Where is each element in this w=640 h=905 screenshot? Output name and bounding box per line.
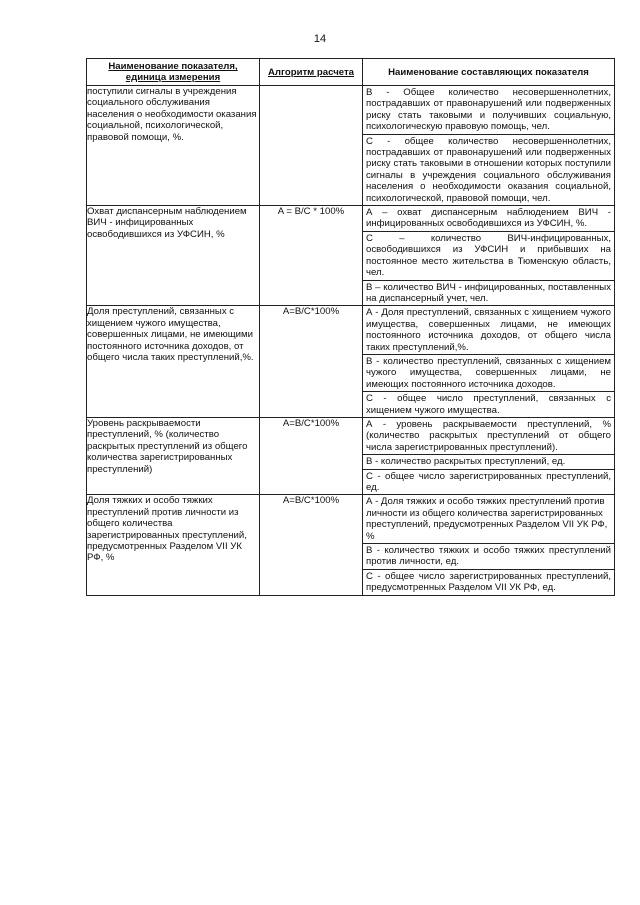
component-item: А – охват диспансерным наблюдением ВИЧ - инфицированных освободившихся из УФСИН, %. — [363, 206, 614, 232]
indicator-name: Доля преступлений, связанных с хищением чужого имущества, совершенных лицами, не имеющими постоянного источника доходов, от общего числа таких преступлений,%. — [87, 306, 260, 418]
indicator-name: Охват диспансерным наблюдением ВИЧ - инфицированных освободившихся из УФСИН, % — [87, 206, 260, 306]
indicator-formula: A = B/C * 100% — [260, 206, 363, 306]
header-components: Наименование составляющих показателя — [363, 59, 615, 86]
page-number: 14 — [313, 33, 327, 45]
component-item: В - количество тяжких и особо тяжких преступлений против личности, ед. — [363, 544, 614, 570]
table-row — [87, 495, 615, 595]
indicator-formula: A=B/C*100% — [260, 306, 363, 418]
indicator-name: Доля тяжких и особо тяжких преступлений против личности из общего количества зарегистрированных преступлений, предусмотренных Разделом VII УК РФ, % — [87, 495, 260, 595]
table-row — [87, 306, 615, 418]
indicator-components — [363, 86, 615, 206]
table-row — [87, 417, 615, 494]
indicator-formula: A=B/C*100% — [260, 417, 363, 494]
header-indicator: Наименование показателя, единица измерения — [87, 59, 260, 86]
component-item: А - Доля преступлений, связанных с хищением чужого имущества, совершенных лицами, не имеющих постоянного источника доходов, от общего числа таких преступлений,%. — [363, 306, 614, 355]
component-item: С – количество ВИЧ-инфицированных, освободившихся из УФСИН и прибывших на постоянное место жительства в Тюменскую область, чел. — [363, 232, 614, 281]
indicator-formula — [260, 86, 363, 206]
component-item: С - общее число зарегистрированных преступлений, предусмотренных Разделом VII УК РФ, ед. — [366, 570, 611, 594]
component-item: С - общее число зарегистрированных преступлений, ед. — [366, 470, 611, 493]
table-row — [87, 86, 615, 206]
component-item: B - Общее количество несовершеннолетних, пострадавших от правонарушений или подверженных риску стать таковыми и получивших социальную, психологическую правовую помощь, чел. — [363, 86, 614, 135]
component-item: В – количество ВИЧ - инфицированных, поставленных на диспансерный учет, чел. — [366, 281, 611, 304]
indicator-name: Уровень раскрываемости преступлений, % (количество раскрытых преступлений из общего количества зарегистрированных преступлений) — [87, 417, 260, 494]
indicator-components — [363, 206, 615, 306]
component-item: В - количество преступлений, связанных с хищением чужого имущества, совершенных лицами, не имеющих постоянного источника доходов. — [363, 355, 614, 392]
header-algorithm: Алгоритм расчета — [260, 59, 363, 86]
component-item: С - общее количество несовершеннолетних, пострадавших от правонарушений или подверженных риску стать таковыми в отношении которых поступили сигналы в учреждения социального обслуживания населения о необходимости оказания социальной, психологической, правовой помощи, чел. — [366, 135, 611, 204]
indicator-components — [363, 417, 615, 494]
indicator-components — [363, 495, 615, 595]
indicators-table — [86, 58, 615, 596]
component-item: В - количество раскрытых преступлений, ед. — [363, 455, 614, 469]
component-item: С - общее число преступлений, связанных с хищением чужого имущества. — [366, 393, 611, 416]
indicator-components — [363, 306, 615, 418]
indicator-formula: A=B/C*100% — [260, 495, 363, 595]
component-item: А - уровень раскрываемости преступлений, % (количество раскрытых преступлений от общего числа зарегистрированных преступлений). — [363, 418, 614, 455]
component-item: А - Доля тяжких и особо тяжких преступлений против личности из общего количества зарегистрированных преступлений, предусмотренных Разделом VII УК РФ, % — [363, 495, 614, 544]
table-header-row — [87, 59, 615, 86]
indicator-name: поступили сигналы в учреждения социального обслуживания населения о необходимости оказания социальной, психологической, правовой помощи, %. — [87, 86, 260, 206]
table-row — [87, 206, 615, 306]
